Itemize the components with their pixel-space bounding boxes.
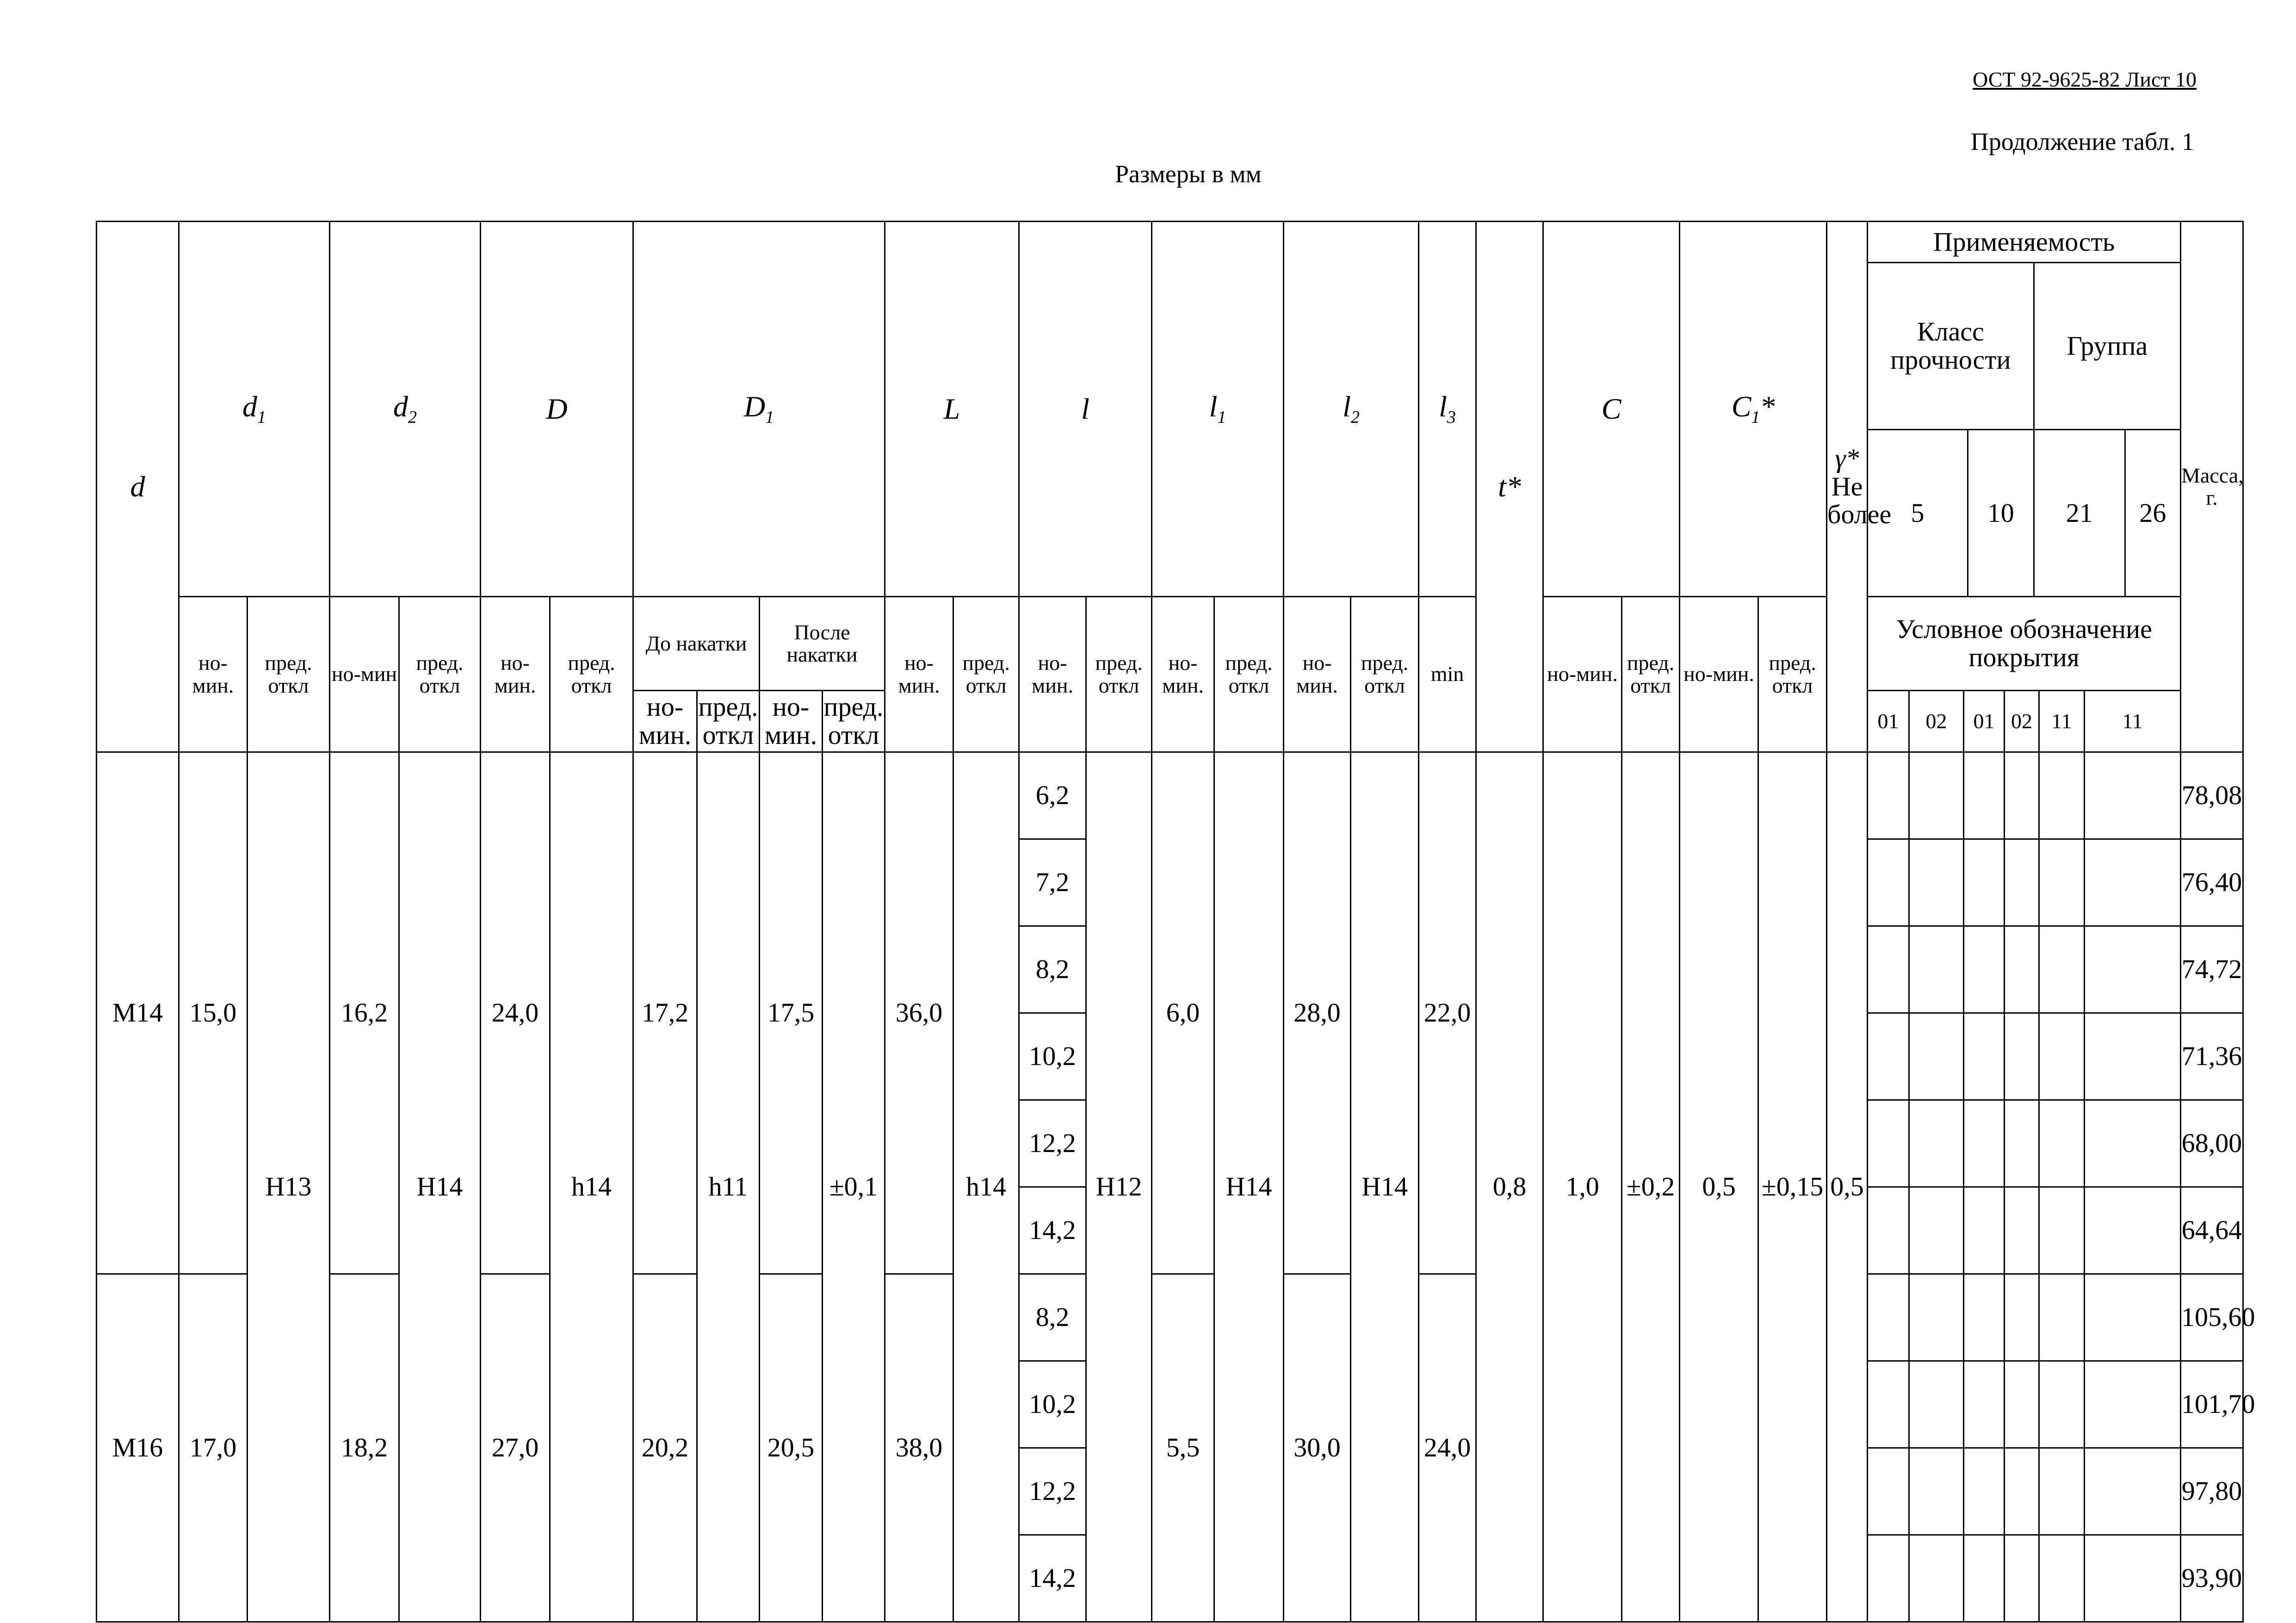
coating-cell xyxy=(2005,1535,2039,1622)
group-21: 21 xyxy=(2034,430,2125,596)
header-d2: $d_2$ xyxy=(330,222,481,597)
D1-before-nom-header: но-мин. xyxy=(633,691,697,752)
L-nom-header: но-мин. xyxy=(885,597,953,752)
coating-cell xyxy=(1964,1448,2005,1535)
D1-after-tolerance: ±0,1 xyxy=(823,752,885,1622)
units-label: Размеры в мм xyxy=(1115,160,1262,188)
mass-value: 93,90 xyxy=(2181,1535,2243,1622)
l2-value: 28,0 xyxy=(1284,752,1351,1274)
coating-cell xyxy=(1909,1100,1964,1187)
l1-value: 5,5 xyxy=(1152,1274,1214,1622)
coating-cell xyxy=(2005,1013,2039,1100)
coating-cell xyxy=(1868,926,1909,1013)
header-d1: $d_1$ xyxy=(179,222,330,597)
header-mass: Масса, г. xyxy=(2181,222,2243,752)
header-C: C xyxy=(1543,222,1680,597)
coating-cell xyxy=(2039,1361,2085,1448)
l-value: 14,2 xyxy=(1019,1535,1086,1622)
D1-after-value: 17,5 xyxy=(760,752,823,1274)
coating-cell xyxy=(1964,839,2005,926)
D1-after-value: 20,5 xyxy=(760,1274,823,1622)
C1-nom-header: но-мин. xyxy=(1680,597,1758,752)
class-10: 10 xyxy=(1968,430,2034,596)
header-D: D xyxy=(481,222,633,597)
coating-cell xyxy=(2005,1100,2039,1187)
header-L: L xyxy=(885,222,1019,597)
d-value: M14 xyxy=(97,752,179,1274)
C-tolerance: ±0,2 xyxy=(1622,752,1680,1622)
coating-01-a: 01 xyxy=(1868,691,1909,752)
mass-value: 97,80 xyxy=(2181,1448,2243,1535)
l-value: 7,2 xyxy=(1019,839,1086,926)
coating-cell xyxy=(2039,1274,2085,1361)
coating-cell xyxy=(1964,1187,2005,1274)
l3-value: 24,0 xyxy=(1419,1274,1476,1622)
d1-value: 17,0 xyxy=(179,1274,248,1622)
l2-value: 30,0 xyxy=(1284,1274,1351,1622)
coating-cell xyxy=(1868,1100,1909,1187)
coating-cell xyxy=(2039,1013,2085,1100)
coating-cell xyxy=(2005,926,2039,1013)
applicability-label: Применяемость xyxy=(1868,222,2180,263)
coating-cell xyxy=(2085,752,2181,839)
l-value: 10,2 xyxy=(1019,1013,1086,1100)
coating-cell xyxy=(1868,1535,1909,1622)
D1-before-dev-header: пред. откл xyxy=(697,691,760,752)
header-l3: $l_3$ xyxy=(1419,222,1476,597)
D1-after-nom-header: но-мин. xyxy=(760,691,823,752)
coating-02-a: 02 xyxy=(1909,691,1964,752)
mass-value: 74,72 xyxy=(2181,926,2243,1013)
l1-value: 6,0 xyxy=(1152,752,1214,1274)
coating-cell xyxy=(1964,1361,2005,1448)
coating-cell xyxy=(1868,1448,1909,1535)
coating-cell xyxy=(1868,839,1909,926)
l2-dev-header: пред. откл xyxy=(1351,597,1419,752)
header-d: d xyxy=(97,222,179,752)
coating-cell xyxy=(2005,1361,2039,1448)
coating-cell xyxy=(1964,1013,2005,1100)
group-26: 26 xyxy=(2139,497,2166,528)
coating-cell xyxy=(1868,1361,1909,1448)
D-value: 24,0 xyxy=(481,752,550,1274)
l3-value: 22,0 xyxy=(1419,752,1476,1274)
C1-dev-header: пред. откл xyxy=(1758,597,1827,752)
l-value: 14,2 xyxy=(1019,1187,1086,1274)
gamma-value: 0,5 xyxy=(1827,752,1868,1622)
coating-cell xyxy=(1868,1013,1909,1100)
coating-cell xyxy=(1909,839,1964,926)
l1-nom-header: но-мин. xyxy=(1152,597,1214,752)
d1-value: 15,0 xyxy=(179,752,248,1274)
header-l1: $l_1$ xyxy=(1152,222,1284,597)
d2-tolerance: H14 xyxy=(399,752,481,1622)
coating-cell xyxy=(2039,926,2085,1013)
coating-cell xyxy=(2085,1187,2181,1274)
mass-value: 76,40 xyxy=(2181,839,2243,926)
D1-before-rolling-header: До накатки xyxy=(633,597,760,691)
D1-after-rolling-header: После накатки xyxy=(760,597,885,691)
coating-cell xyxy=(1909,926,1964,1013)
coating-cell xyxy=(1909,1361,1964,1448)
coating-cell xyxy=(2039,1187,2085,1274)
coating-cell xyxy=(2039,1100,2085,1187)
d2-dev-header: пред. откл xyxy=(399,597,481,752)
l-tolerance: H12 xyxy=(1086,752,1152,1622)
coating-cell xyxy=(2005,1274,2039,1361)
coating-cell xyxy=(2085,1448,2181,1535)
l-value: 6,2 xyxy=(1019,752,1086,839)
header-t: t* xyxy=(1476,222,1543,752)
D-nom-header: но-мин. xyxy=(481,597,550,752)
strength-class-label: Класс прочности xyxy=(1868,263,2034,430)
l2-nom-header: но-мин. xyxy=(1284,597,1351,752)
L-tolerance: h14 xyxy=(953,752,1019,1622)
coating-11-b: 11 xyxy=(2085,691,2181,752)
header-l2: $l_2$ xyxy=(1284,222,1419,597)
l-dev-header: пред. откл xyxy=(1086,597,1152,752)
table-continuation-label: Продолжение табл. 1 xyxy=(1970,128,2194,155)
coating-cell xyxy=(2085,1274,2181,1361)
D1-before-value: 17,2 xyxy=(633,752,697,1274)
coating-cell xyxy=(1909,752,1964,839)
coating-cell xyxy=(1909,1274,1964,1361)
l-value: 12,2 xyxy=(1019,1448,1086,1535)
L-dev-header: пред. откл xyxy=(953,597,1019,752)
D-value: 27,0 xyxy=(481,1274,550,1622)
header-l: l xyxy=(1019,222,1152,597)
coating-cell xyxy=(2039,1535,2085,1622)
coating-cell xyxy=(2039,1448,2085,1535)
document-stamp: ОСТ 92-9625-82 Лист 10 xyxy=(1972,68,2197,91)
coating-cell xyxy=(1868,1274,1909,1361)
coating-cell xyxy=(2085,1361,2181,1448)
table-row xyxy=(97,752,2243,839)
mass-value: 71,36 xyxy=(2181,1013,2243,1100)
coating-cell xyxy=(1964,1535,2005,1622)
l1-tolerance: H14 xyxy=(1214,752,1284,1622)
d2-value: 16,2 xyxy=(330,752,399,1274)
mass-value: 68,00 xyxy=(2181,1100,2243,1187)
C-value: 1,0 xyxy=(1543,752,1622,1622)
coating-cell xyxy=(2085,1100,2181,1187)
l-value: 8,2 xyxy=(1019,926,1086,1013)
coating-cell xyxy=(1909,1187,1964,1274)
coating-cell xyxy=(2005,839,2039,926)
coating-cell xyxy=(1868,752,1909,839)
coating-cell xyxy=(1964,1274,2005,1361)
coating-cell xyxy=(1964,752,2005,839)
coating-cell xyxy=(2005,1448,2039,1535)
header-D1: $D_1$ xyxy=(633,222,885,597)
d1-tolerance: H13 xyxy=(248,752,330,1622)
d2-value: 18,2 xyxy=(330,1274,399,1622)
dimensions-table xyxy=(96,221,2255,1623)
coating-cell xyxy=(1909,1013,1964,1100)
L-value: 36,0 xyxy=(885,752,953,1274)
C1-value: 0,5 xyxy=(1680,752,1758,1622)
coating-cell xyxy=(1964,1100,2005,1187)
header-applicability xyxy=(1868,222,2181,597)
coating-cell xyxy=(2085,839,2181,926)
mass-value: 105,60 xyxy=(2181,1274,2243,1361)
l2-tolerance: H14 xyxy=(1351,752,1419,1622)
coating-cell xyxy=(1909,1535,1964,1622)
l3-min-header: min xyxy=(1419,597,1476,752)
mass-value: 78,08 xyxy=(2181,752,2243,839)
coating-cell xyxy=(2005,1187,2039,1274)
d1-dev-header: пред. откл xyxy=(248,597,330,752)
D1-after-dev-header: пред. откл xyxy=(823,691,885,752)
coating-11-a: 11 xyxy=(2039,691,2085,752)
C-dev-header: пред. откл xyxy=(1622,597,1680,752)
D-dev-header: пред. откл xyxy=(550,597,633,752)
d2-nom-header: но-мин xyxy=(330,597,399,752)
C1-tolerance: ±0,15 xyxy=(1758,752,1827,1622)
C-nom-header: но-мин. xyxy=(1543,597,1622,752)
D-tolerance: h14 xyxy=(550,752,633,1622)
l-value: 10,2 xyxy=(1019,1361,1086,1448)
coating-cell xyxy=(1964,926,2005,1013)
group-label: Группа xyxy=(2034,263,2180,430)
coating-cell xyxy=(2085,1535,2181,1622)
mass-value: 101,70 xyxy=(2181,1361,2243,1448)
coating-01-b: 01 xyxy=(1964,691,2005,752)
coating-cell xyxy=(1868,1187,1909,1274)
l-nom-header: но-мин. xyxy=(1019,597,1086,752)
D1-before-value: 20,2 xyxy=(633,1274,697,1622)
coating-cell xyxy=(1909,1448,1964,1535)
l1-dev-header: пред. откл xyxy=(1214,597,1284,752)
coating-02-b: 02 xyxy=(2005,691,2039,752)
coating-cell xyxy=(2039,752,2085,839)
coating-cell xyxy=(2039,839,2085,926)
L-value: 38,0 xyxy=(885,1274,953,1622)
class-5: 5 xyxy=(1868,430,1968,596)
d1-nom-header: но-мин. xyxy=(179,597,248,752)
header-C1: $C_1*$ xyxy=(1680,222,1827,597)
l-value: 8,2 xyxy=(1019,1274,1086,1361)
d-value: M16 xyxy=(97,1274,179,1622)
header-gamma: γ* Не более xyxy=(1827,222,1868,752)
t-value: 0,8 xyxy=(1476,752,1543,1622)
mass-value: 64,64 xyxy=(2181,1187,2243,1274)
l-value: 12,2 xyxy=(1019,1100,1086,1187)
D1-before-tolerance: h11 xyxy=(697,752,760,1622)
coating-cell xyxy=(2085,1013,2181,1100)
coating-cell xyxy=(2085,926,2181,1013)
coating-header: Условное обозначение покрытия xyxy=(1868,597,2181,691)
coating-cell xyxy=(2005,752,2039,839)
